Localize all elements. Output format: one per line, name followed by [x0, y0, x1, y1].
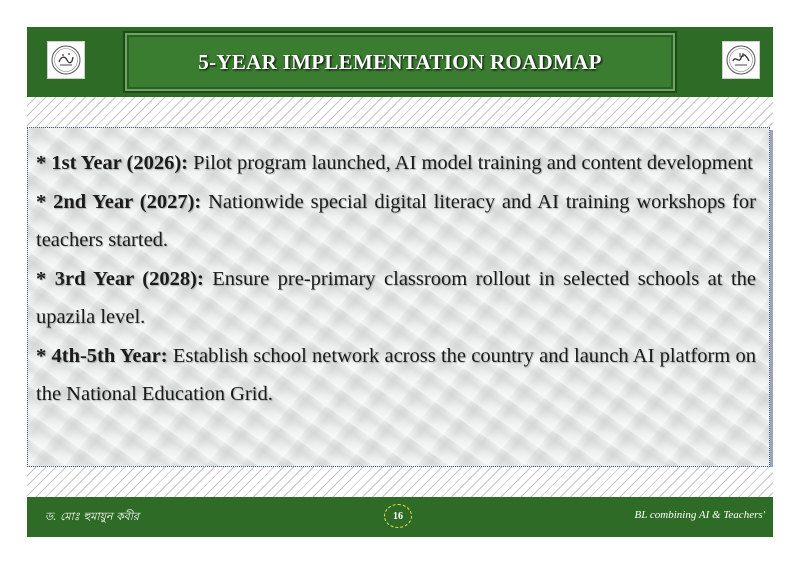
calligraphy-emblem-icon	[47, 41, 85, 79]
decorative-hatch-strip	[27, 467, 773, 497]
roadmap-item-text: Nationwide special digital literacy and AI training workshops for teachers started.	[36, 190, 756, 251]
header-bar	[27, 27, 773, 97]
roadmap-item-text: Pilot program launched, AI model training and content development	[188, 152, 753, 174]
roadmap-item-text: Establish school network across the country and launch AI platform on the National Education Grid.	[36, 344, 756, 405]
footer-author: ড. মোঃ হুমায়ুন কবীর	[45, 510, 140, 523]
footer-caption: BL combining AI & Teachers'	[634, 509, 765, 521]
roadmap-item-label: * 3rd Year (2028):	[36, 267, 204, 290]
roadmap-item-year-4-5	[36, 337, 756, 414]
decorative-hatch-strip	[27, 97, 773, 127]
roadmap-item-year-1	[36, 144, 756, 183]
roadmap-list	[36, 144, 756, 414]
title-banner	[123, 31, 677, 93]
page-number-badge: 16	[384, 504, 412, 528]
roadmap-panel	[27, 127, 770, 467]
page-title: 5-YEAR IMPLEMENTATION ROADMAP	[198, 49, 602, 74]
roadmap-item-year-3	[36, 260, 756, 337]
roadmap-item-year-2	[36, 183, 756, 260]
calligraphy-emblem-icon	[722, 41, 760, 79]
roadmap-item-text: Ensure pre-primary classroom rollout in selected schools at the upazila level.	[36, 267, 756, 328]
roadmap-item-label: * 4th-5th Year:	[36, 344, 168, 367]
roadmap-item-label: * 1st Year (2026):	[36, 152, 189, 174]
footer-bar	[27, 497, 773, 537]
roadmap-item-label: * 2nd Year (2027):	[36, 190, 202, 213]
